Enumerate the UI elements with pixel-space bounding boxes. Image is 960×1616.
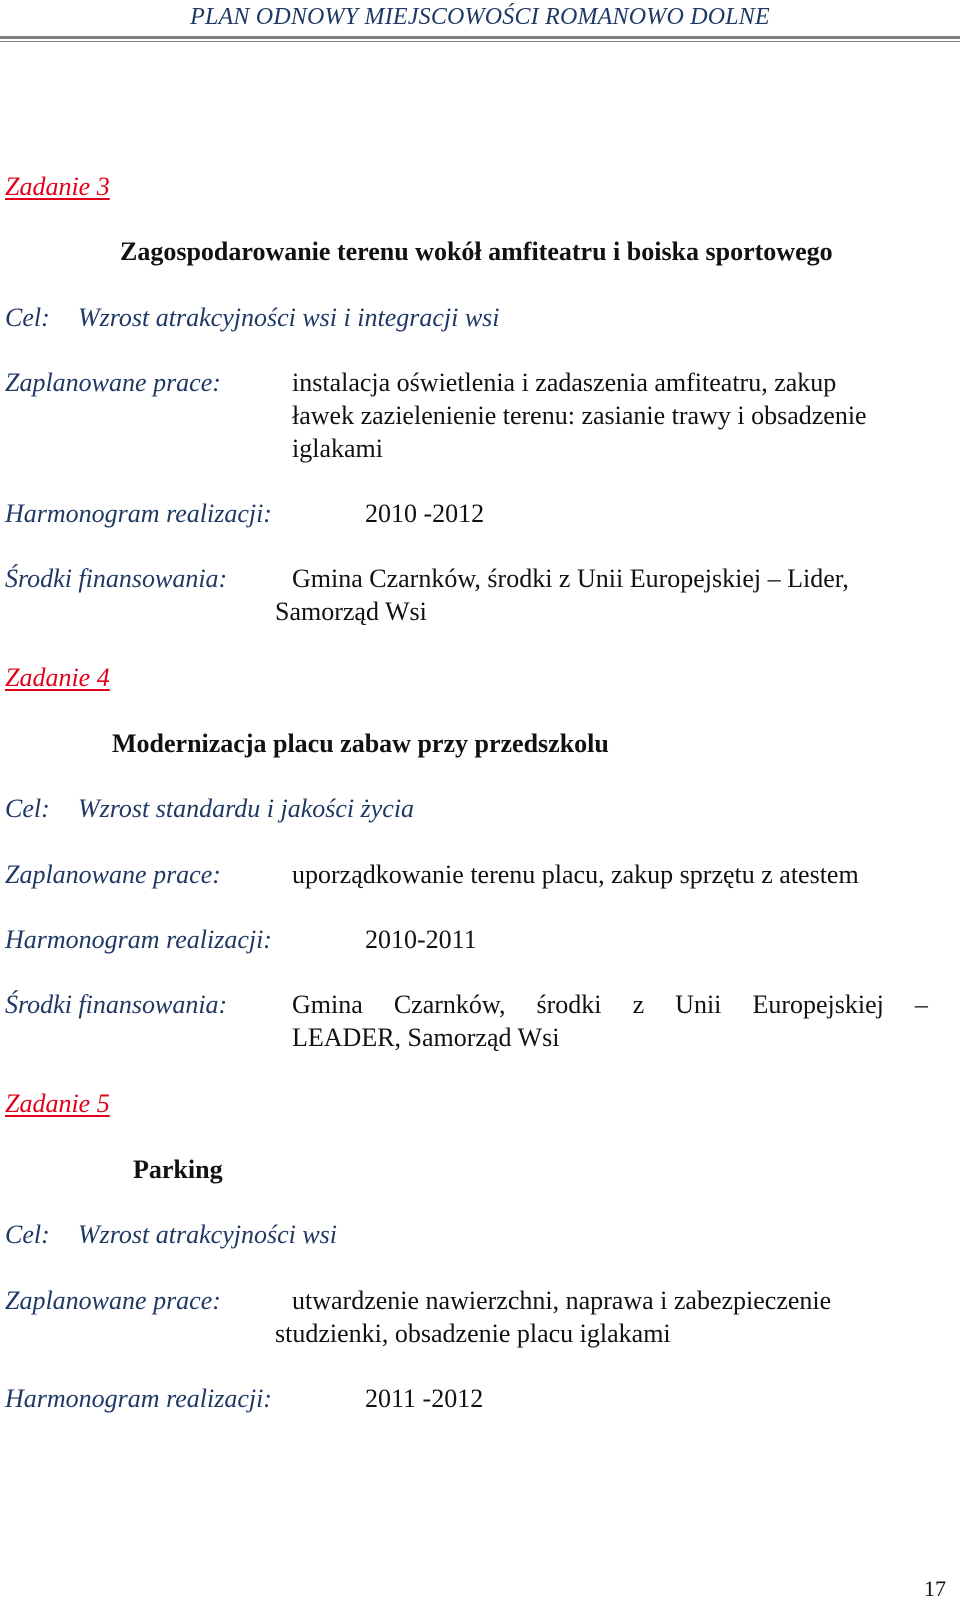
- task-5-prace-line-2: studzienki, obsadzenie placu iglakami: [275, 1319, 671, 1348]
- task-3-title: Zagospodarowanie terenu wokół amfiteatru i boiska sportowego: [120, 237, 833, 266]
- task-4-prace-value: uporządkowanie terenu placu, zakup sprzętu z atestem: [292, 860, 859, 889]
- task-5-title: Parking: [133, 1155, 223, 1184]
- task-4-title: Modernizacja placu zabaw przy przedszkolu: [112, 729, 609, 758]
- task-3-cel-label: Cel:: [5, 303, 50, 332]
- word: środki: [536, 990, 602, 1019]
- task-4-srodki-line-1: [292, 990, 928, 1020]
- task-3-srodki-line-2: Samorząd Wsi: [275, 597, 427, 626]
- task-4-srodki-label: Środki finansowania:: [5, 990, 228, 1019]
- word: Czarnków,: [393, 990, 506, 1019]
- task-3-harmonogram-value: 2010 -2012: [365, 499, 485, 528]
- task-4-heading: Zadanie 4: [5, 663, 110, 692]
- task-5-prace-line-1: utwardzenie nawierzchni, naprawa i zabezpieczenie: [292, 1286, 832, 1315]
- task-4-prace-label: Zaplanowane prace:: [5, 860, 221, 889]
- task-3-harmonogram-label: Harmonogram realizacji:: [5, 499, 272, 528]
- word: Unii: [675, 990, 722, 1019]
- running-header: PLAN ODNOWY MIEJSCOWOŚCI ROMANOWO DOLNE: [190, 4, 770, 30]
- word: Europejskiej: [752, 990, 884, 1019]
- task-3-prace-line-1: instalacja oświetlenia i zadaszenia amfiteatru, zakup: [292, 368, 837, 397]
- word: z: [632, 990, 645, 1019]
- task-4-harmonogram-value: 2010-2011: [365, 925, 477, 954]
- task-5-heading: Zadanie 5: [5, 1089, 110, 1118]
- word: Gmina: [292, 990, 363, 1019]
- task-5-prace-label: Zaplanowane prace:: [5, 1286, 221, 1315]
- word: –: [914, 990, 928, 1019]
- header-rule-thin: [0, 41, 960, 42]
- task-3-srodki-label: Środki finansowania:: [5, 564, 228, 593]
- task-5-cel-value: Wzrost atrakcyjności wsi: [78, 1220, 338, 1249]
- header-rule: [0, 36, 960, 39]
- task-4-cel-value: Wzrost standardu i jakości życia: [78, 794, 415, 823]
- task-4-cel-label: Cel:: [5, 794, 50, 823]
- task-3-prace-line-2: ławek zazielenienie terenu: zasianie trawy i obsadzenie: [292, 401, 867, 430]
- task-3-srodki-line-1: Gmina Czarnków, środki z Unii Europejskiej – Lider,: [292, 564, 849, 593]
- task-3-cel-value: Wzrost atrakcyjności wsi i integracji wsi: [78, 303, 500, 332]
- task-4-harmonogram-label: Harmonogram realizacji:: [5, 925, 272, 954]
- task-5-cel-label: Cel:: [5, 1220, 50, 1249]
- page-number: 17: [924, 1576, 946, 1601]
- task-4-srodki-line-2: LEADER, Samorząd Wsi: [292, 1023, 560, 1052]
- task-5-harmonogram-label: Harmonogram realizacji:: [5, 1384, 272, 1413]
- task-5-harmonogram-value: 2011 -2012: [365, 1384, 484, 1413]
- task-3-heading: Zadanie 3: [5, 172, 110, 201]
- task-3-prace-label: Zaplanowane prace:: [5, 368, 221, 397]
- task-3-prace-line-3: iglakami: [292, 434, 383, 463]
